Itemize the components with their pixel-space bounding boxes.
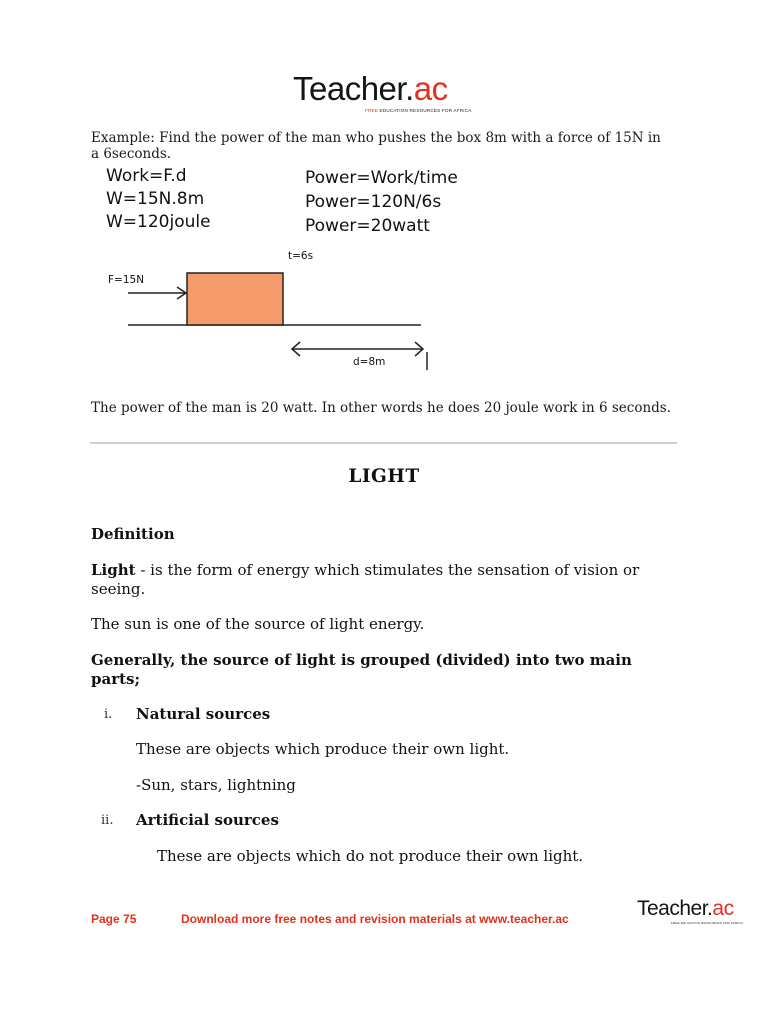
logo-tagline-rest: EDUCATION RESOURCES FOR AFRICA xyxy=(379,108,472,113)
section-divider xyxy=(90,442,677,444)
footer-logo-tagline: FREE EDUCATION RESOURCES FOR AFRICA xyxy=(671,921,743,925)
page-number: Page 75 xyxy=(91,912,137,926)
list-numeral: ii. xyxy=(101,813,114,828)
force-diagram xyxy=(0,0,768,400)
logo-text: Teacher. xyxy=(293,70,414,107)
light-term: Light xyxy=(91,561,136,579)
logo-tagline-free: FREE xyxy=(365,108,379,113)
section-title: LIGHT xyxy=(348,466,420,487)
light-definition xyxy=(91,561,671,599)
work-line: Work=F.d xyxy=(106,166,187,186)
force-label: F=15N xyxy=(108,274,145,286)
box xyxy=(187,273,283,325)
footer-logo xyxy=(637,898,752,925)
light-definition-text: - is the form of energy which stimulates the sensation of vision or seeing. xyxy=(91,561,640,598)
power-line: Power=120N/6s xyxy=(305,192,442,212)
sun-sentence: The sun is one of the source of light energy. xyxy=(91,615,425,633)
grouping-heading: Generally, the source of light is grouped (divided) into two main parts; xyxy=(91,651,632,688)
list-item-title: Artificial sources xyxy=(136,811,279,829)
footer-logo-wordmark xyxy=(637,898,752,919)
distance-label: d=8m xyxy=(353,356,386,368)
work-line: W=120joule xyxy=(106,212,211,232)
list-item-examples: -Sun, stars, lightning xyxy=(136,776,296,794)
example-conclusion: The power of the man is 20 watt. In other words he does 20 joule work in 6 seconds. xyxy=(91,400,672,416)
footer-logo-accent: ac xyxy=(712,897,734,920)
list-item-title: Natural sources xyxy=(136,705,271,723)
power-line: Power=20watt xyxy=(305,216,430,236)
definition-heading: Definition xyxy=(91,525,175,543)
list-item-description: These are objects which produce their own light. xyxy=(136,740,510,758)
download-notice[interactable]: Download more free notes and revision materials at www.teacher.ac xyxy=(181,912,569,926)
power-line: Power=Work/time xyxy=(305,168,458,188)
time-label: t=6s xyxy=(288,250,314,262)
list-item-description: These are objects which do not produce their own light. xyxy=(157,847,584,865)
example-question: Example: Find the power of the man who pushes the box 8m with a force of 15N in a 6seconds. xyxy=(91,130,661,162)
list-numeral: i. xyxy=(104,707,113,722)
logo-accent: ac xyxy=(413,70,448,107)
work-line: W=15N.8m xyxy=(106,189,205,209)
footer-logo-text: Teacher. xyxy=(637,897,713,920)
